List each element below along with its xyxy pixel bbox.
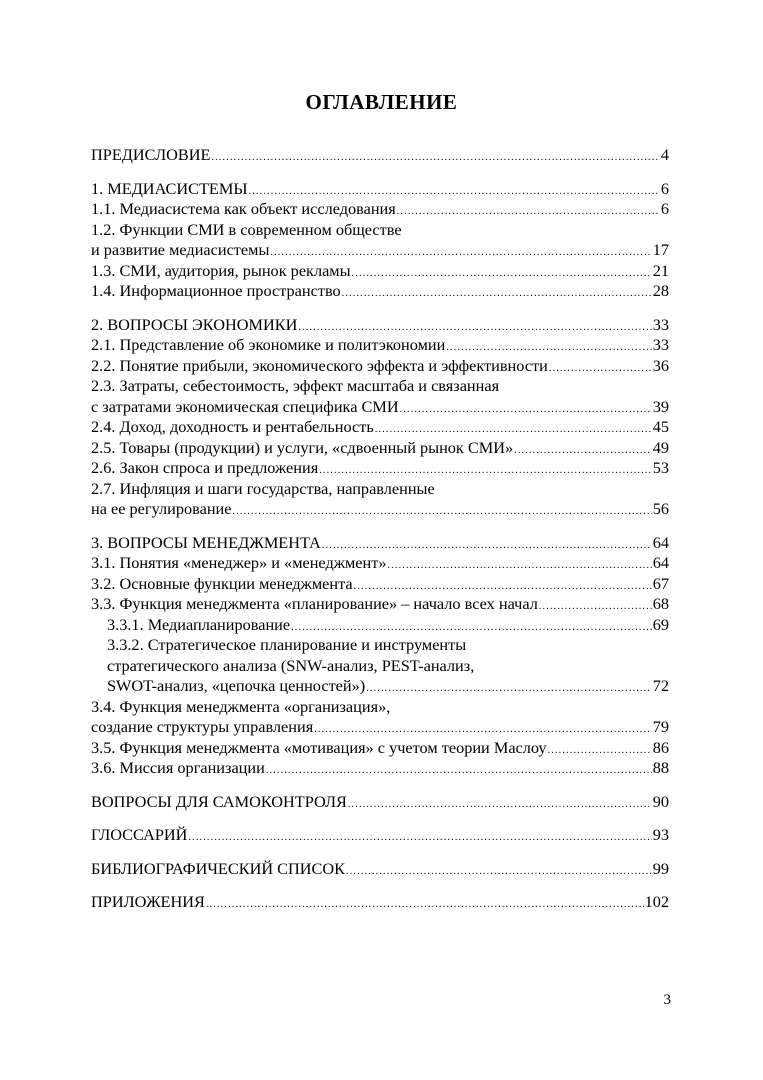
toc-entry-3-2[interactable]: 3.2. Основные функции менеджмента ..... 67	[91, 574, 669, 595]
toc-entry-3-3-2[interactable]: SWOT-анализ, «цепочка ценностей») ..... 72	[91, 676, 669, 697]
toc-entry-3-4[interactable]: создание структуры управления ..... 79	[91, 717, 669, 738]
toc-entry-glossary[interactable]: ГЛОССАРИЙ ..... 93	[91, 825, 669, 846]
toc-entry-preface[interactable]	[91, 145, 669, 166]
toc-entry-ch2[interactable]: 2. ВОПРОСЫ ЭКОНОМИКИ ..... 33	[91, 315, 669, 336]
toc-entry-bibliography[interactable]: БИБЛИОГРАФИЧЕСКИЙ СПИСОК ..... 99	[91, 859, 669, 880]
toc-entry-2-3-line1[interactable]: 2.3. Затраты, себестоимость, эффект масштаба и связанная	[91, 376, 500, 395]
toc-entry-3-3-2-line1[interactable]: 3.3.2. Стратегическое планирование и инструменты	[107, 635, 467, 654]
toc-entry-1-2-line1[interactable]: 1.2. Функции СМИ в современном обществе	[91, 219, 402, 239]
toc-entry-3-6[interactable]: 3.6. Миссия организации ..... 88	[91, 758, 669, 779]
toc-entry-2-6[interactable]: 2.6. Закон спроса и предложения ..... 53	[91, 458, 669, 479]
toc-entry-ch3[interactable]: 3. ВОПРОСЫ МЕНЕДЖМЕНТА ..... 64	[91, 533, 669, 554]
table-of-contents	[91, 140, 669, 913]
toc-label: ПРЕДИСЛОВИЕ	[91, 145, 211, 164]
toc-entry-2-3[interactable]: с затратами экономическая специфика СМИ ..... 39	[91, 397, 669, 418]
toc-entry-2-5[interactable]: 2.5. Товары (продукции) и услуги, «сдвоенный рынок СМИ» ..... 49	[91, 438, 669, 459]
toc-entry-2-7-line1[interactable]: 2.7. Инфляция и шаги государства, направленные	[91, 478, 435, 498]
toc-entry-2-4[interactable]: 2.4. Доход, доходность и рентабельность ..... 45	[91, 417, 669, 438]
toc-entry-ch1[interactable]: 1. МЕДИАСИСТЕМЫ ..... 6	[91, 179, 669, 200]
toc-page: 4	[660, 145, 669, 164]
toc-entry-1-1[interactable]: 1.1. Медиасистема как объект исследования ..... 6	[91, 199, 669, 220]
toc-entry-questions[interactable]: ВОПРОСЫ ДЛЯ САМОКОНТРОЛЯ ..... 90	[91, 792, 669, 813]
toc-entry-1-3[interactable]: 1.3. СМИ, аудитория, рынок рекламы ..... 21	[91, 261, 669, 282]
page-number: 3	[663, 992, 671, 1008]
toc-entry-2-2[interactable]: 2.2. Понятие прибыли, экономического эффекта и эффективности ..... 36	[91, 356, 669, 377]
toc-entry-1-4[interactable]: 1.4. Информационное пространство ..... 28	[91, 281, 669, 302]
toc-entry-3-5[interactable]: 3.5. Функция менеджмента «мотивация» с учетом теории Маслоу ..... 86	[91, 738, 669, 759]
toc-entry-3-4-line1[interactable]: 3.4. Функция менеджмента «организация»,	[91, 696, 391, 716]
toc-entry-1-2[interactable]: и развитие медиасистемы ..... 17	[91, 240, 669, 261]
toc-entry-2-1[interactable]: 2.1. Представление об экономике и политэкономии ..... 33	[91, 335, 669, 356]
toc-entry-3-3-2-line2[interactable]: стратегического анализа (SNW-анализ, PEST-анализ,	[107, 655, 475, 675]
toc-entry-appendix[interactable]: ПРИЛОЖЕНИЯ ..... 102	[91, 892, 669, 913]
toc-entry-3-3[interactable]: 3.3. Функция менеджмента «планирование» – начало всех начал ..... 68	[91, 594, 669, 615]
page-title: ОГЛАВЛЕНИЕ	[305, 90, 458, 114]
toc-entry-2-7[interactable]: на ее регулирование ..... 56	[91, 499, 669, 520]
toc-entry-3-3-1[interactable]: 3.3.1. Медиапланирование ..... 69	[91, 615, 669, 636]
toc-entry-3-1[interactable]: 3.1. Понятия «менеджер» и «менеджмент» ..... 64	[91, 553, 669, 574]
